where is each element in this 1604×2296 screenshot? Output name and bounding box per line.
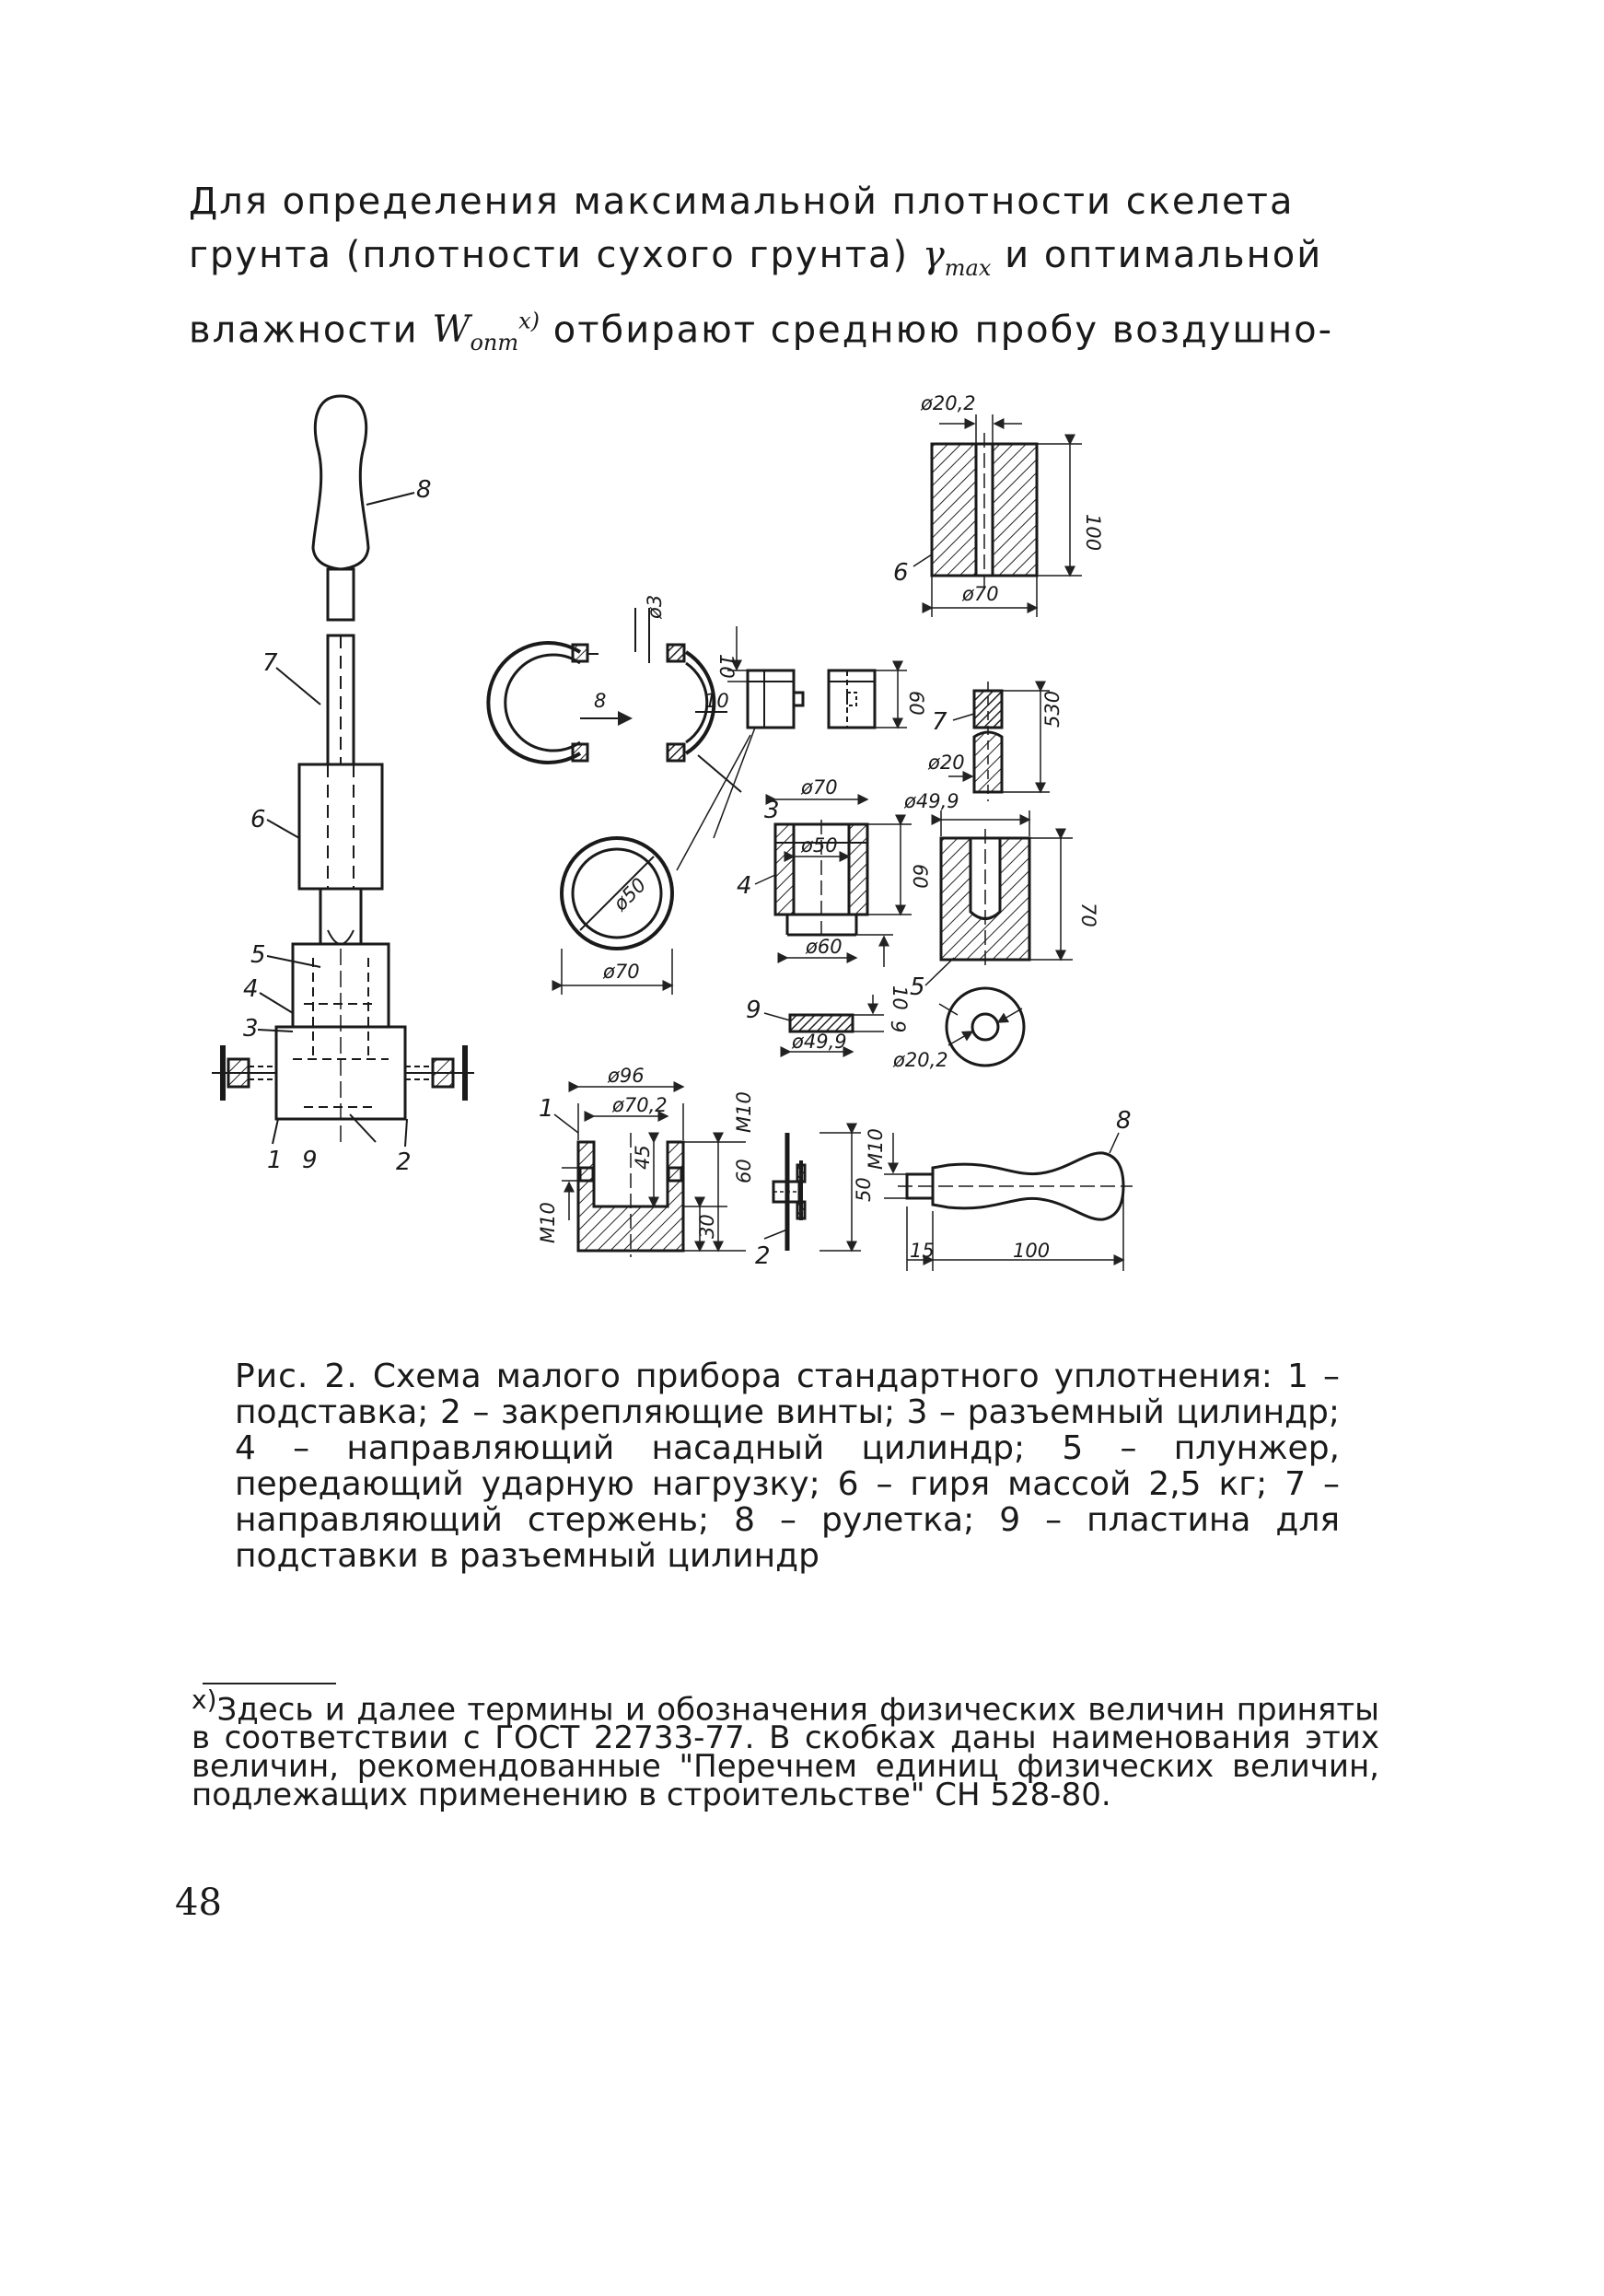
intro-line-1: Для определения максимальной плотности скелета [189, 181, 1295, 223]
dim-10a: 10 [704, 690, 729, 712]
split-ring-drawing [488, 608, 741, 792]
label-9-detail: 9 [746, 996, 761, 1024]
label-6-assembled: 6 [250, 806, 266, 833]
dim-d50b: ø50 [801, 834, 838, 857]
label-1-assembled: 1 [267, 1147, 283, 1174]
label-2-assembled: 2 [396, 1148, 412, 1176]
label-8-assembled: 8 [416, 476, 432, 504]
footnote-marker: x) [192, 1684, 217, 1715]
dim-30: 30 [696, 1214, 718, 1239]
dim-60a: 60 [905, 691, 927, 716]
label-3-assembled: 3 [243, 1015, 259, 1043]
label-7-assembled: 7 [262, 649, 278, 677]
dim-d96: ø96 [608, 1065, 645, 1087]
dim-d50: ø50 [609, 873, 651, 915]
page-number: 48 [175, 1882, 222, 1924]
dim-d70-2: ø70,2 [612, 1094, 668, 1116]
dim-d70c: ø70 [801, 776, 838, 798]
intro-line-2-end: и оптимальной [1005, 234, 1323, 276]
gamma-max-symbol: $\gamma_{max}$ [922, 234, 992, 281]
dim-d49-9b: ø49,9 [792, 1031, 847, 1053]
footnote-separator [203, 1683, 336, 1684]
dim-d49-9: ø49,9 [904, 790, 959, 812]
label-6-detail: 6 [893, 559, 909, 587]
dim-530: 530 [1041, 690, 1064, 728]
dim-d70b: ø70 [603, 961, 640, 983]
figure-caption [235, 1358, 1340, 1574]
label-5-detail: 5 [910, 973, 925, 1001]
dim-d20-2b: ø20,2 [893, 1049, 948, 1071]
caption-text: Схема малого прибора стандартного уплотнения: 1 – подставка; 2 – закрепляющие винты; 3 – разъемный цилиндр; 4 – направляющий насадный цилиндр; 5 – плунжер, передающий ударную нагрузку; 6 – гиря массой 2,5 кг; 7 – направляющий стержень; 8 – рулетка; 9 – пластина для подставки в разъемный цилиндр [235, 1358, 1340, 1575]
dim-m10b: M10 [733, 1091, 755, 1133]
dim-d60: ø60 [806, 936, 843, 958]
label-8-detail: 8 [1116, 1107, 1132, 1135]
label-4-assembled: 4 [243, 975, 259, 1003]
label-3-detail: 3 [764, 797, 780, 824]
intro-line-3-start: влажности [189, 309, 419, 352]
label-2-detail: 2 [755, 1242, 771, 1270]
dim-d3: ø3 [644, 594, 666, 619]
intro-line-3-end: отбирают среднюю пробу воздушно- [552, 309, 1334, 352]
dim-45: 45 [632, 1145, 654, 1170]
dim-100: 100 [1082, 514, 1104, 552]
dim-d20-2: ø20,2 [921, 392, 976, 414]
label-5-assembled: 5 [250, 941, 266, 969]
label-9-assembled: 9 [302, 1147, 318, 1174]
figure-number: Рис. 2. [235, 1358, 358, 1395]
figure-compaction-device [212, 359, 1344, 1335]
label-7-detail: 7 [932, 708, 947, 736]
label-4-detail: 4 [737, 872, 752, 900]
dim-8: 8 [594, 690, 607, 712]
w-opt-symbol: $W_{опт}^{x)}$ [432, 309, 540, 356]
footnote [192, 1684, 1379, 1814]
footnote-text: Здесь и далее термины и обозначения физических величин приняты в соответствии с ГОСТ 22733-77. В скобках даны наименования этих величин, рекомендованные "Перечнем единиц физических величин, подлежащих применению в строительстве" СН 528-80. [192, 1691, 1379, 1814]
dim-d20: ø20 [928, 752, 965, 774]
dim-m10c: M10 [865, 1128, 887, 1170]
intro-line-2-start: грунта (плотности сухого грунта) [189, 234, 910, 276]
technical-drawing [212, 359, 1344, 1335]
dim-50: 50 [853, 1177, 875, 1202]
label-1-detail: 1 [539, 1095, 554, 1123]
dim-m10a: M10 [537, 1202, 559, 1243]
dim-9: 9 [887, 1020, 909, 1033]
dim-60b: 60 [909, 864, 931, 889]
screw-drawing [764, 1133, 861, 1251]
dim-100b: 100 [1013, 1240, 1051, 1262]
plunger-section [925, 810, 1073, 1066]
guide-rod-section [948, 682, 1050, 801]
dim-d70: ø70 [962, 583, 999, 605]
intro-paragraph [189, 175, 1377, 369]
dim-70: 70 [1077, 903, 1099, 927]
dim-10b: 10 [715, 654, 738, 679]
dim-60c: 60 [733, 1159, 755, 1183]
dim-15: 15 [910, 1240, 935, 1262]
dim-10c: 10 [889, 985, 911, 1010]
